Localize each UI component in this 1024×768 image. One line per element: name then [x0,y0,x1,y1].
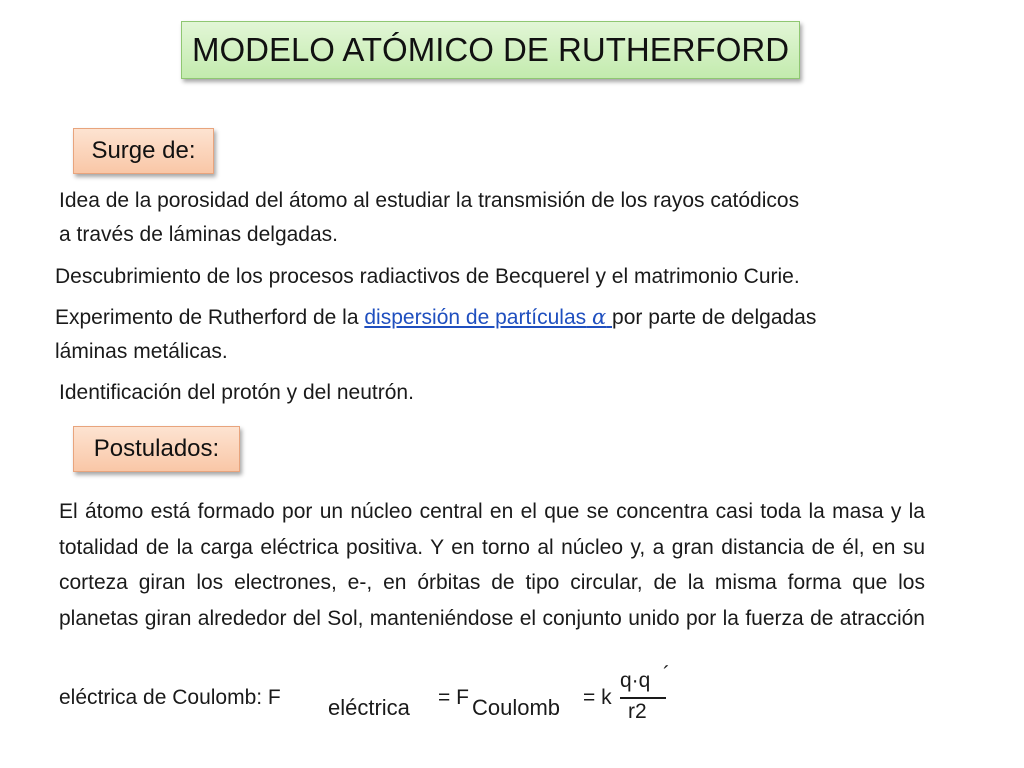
origin-label-box [73,128,214,174]
formula-numerator: q·q [620,669,651,692]
origin-item-1-line-1: Idea de la porosidad del átomo al estudiar la transmisión de los rayos catódicos [59,189,800,212]
alpha-symbol: α [592,305,607,329]
postulates-label-box [73,426,240,472]
formula-equals-k: = k [583,686,612,709]
origin-item-3 [55,300,816,369]
formula-sub-electrica: eléctrica [328,695,410,720]
origin-item-3-text-start: Experimento de Rutherford de la [55,306,359,329]
fraction-bar [620,697,666,699]
formula-equals-f: = F [438,686,469,709]
formula-lead: eléctrica de Coulomb: F [59,686,281,709]
origin-label: Surge de: [91,137,196,164]
formula-sub-coulomb: Coulomb [472,695,561,720]
title-box [181,21,800,79]
origin-item-2: Descubrimiento de los procesos radiactivos de Becquerel y el matrimonio Curie. [55,265,800,288]
page-title: MODELO ATÓMICO DE RUTHERFORD [191,31,790,68]
origin-item-1-line-2: a través de láminas delgadas. [59,223,338,246]
formula-denominator: r2 [628,700,647,723]
postulates-paragraph: El átomo está formado por un núcleo central en el que se concentra casi toda la masa y la totalidad de la carga eléctrica positiva. Y en torno al núcleo y, a gran distancia de él, en su corteza giran los electrones, e-, en órbitas de tipo circular, de la misma forma que los planetas giran alrededor del Sol, manteniéndose el conjunto unido por la fuerza de atracción [59,500,925,630]
coulomb-formula [59,663,759,734]
origin-item-1 [59,184,799,252]
origin-item-3-line-2: láminas metálicas. [55,340,228,363]
alpha-dispersion-link[interactable] [364,306,612,329]
formula-prime: ´ [663,663,670,686]
alpha-dispersion-link-text: dispersión de partículas [364,306,587,329]
postulates-label: Postulados: [93,435,220,462]
origin-item-4: Identificación del protón y del neutrón. [59,381,414,404]
origin-item-3-text-end: por parte de delgadas [612,306,817,329]
